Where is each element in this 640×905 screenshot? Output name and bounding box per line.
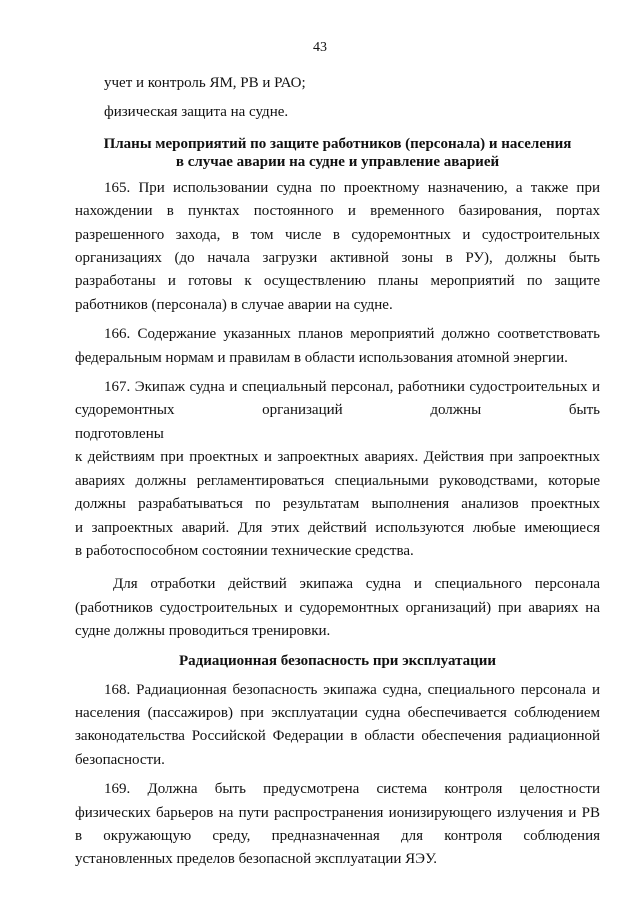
paragraph-165 [75, 177, 600, 317]
text-line: 168. Радиационная безопасность экипажа судна, специального персонала и [104, 681, 600, 698]
paragraph-169 [75, 778, 600, 872]
paragraph-168 [75, 679, 600, 773]
heading-line: в случае аварии на судне и управление аварией [175, 153, 500, 170]
text-line: в работоспособном состоянии технические средства. [75, 542, 414, 559]
text-line: населения (пассажиров) при эксплуатации судна обеспечивается соблюдением [75, 704, 600, 721]
section-heading: Радиационная безопасность при эксплуатации [178, 652, 497, 669]
text-line: 169. Должна быть предусмотрена система контроля целостности [104, 781, 600, 798]
text-line: установленных пределов безопасной эксплуатации ЯЭУ. [75, 851, 437, 868]
text-line: работников (персонала) в случае аварии на судне. [75, 296, 393, 313]
text-line: 165. При использовании судна по проектному назначению, а также при [104, 179, 600, 196]
text-line: законодательства Российской Федерации в области обеспечения радиационной [75, 728, 600, 745]
section-heading [75, 135, 600, 171]
text-line: и запроектных аварий. Для этих действий используются любые имеющиеся [75, 519, 600, 536]
text-line: безопасности. [75, 751, 165, 768]
text-line: разработаны и готовы к осуществлению планы мероприятий по защите [75, 273, 600, 290]
text-line: (работников судостроительных и судоремонтных организаций) при авариях на [75, 599, 600, 616]
paragraph-166 [75, 323, 600, 370]
text-line: к действиям при проектных и запроектных авариях. Действия при запроектных [75, 449, 600, 466]
text-line: Для отработки действий экипажа судна и специального персонала [113, 576, 600, 593]
text-line: 167. Экипаж судна и специальный персонал, работники судостроительных и [104, 379, 600, 396]
text-line: судоремонтных организаций должны быть подготовлены [75, 402, 600, 442]
text-line: нахождении в пунктах постоянного и временного базирования, портах [75, 203, 600, 220]
text-line: физических барьеров на пути распространения ионизирующего излучения и РВ [75, 804, 600, 821]
text-line: федеральным нормам и правилам в области использования атомной энергии. [75, 349, 568, 366]
paragraph-167-training [75, 573, 600, 643]
paragraph-167 [75, 376, 600, 563]
text-line: 166. Содержание указанных планов мероприятий должно соответствовать [104, 326, 600, 343]
text-line: организациях (до начала загрузки активной зоны в РУ), должны быть [75, 250, 600, 267]
text-line: разрешенного захода, в том числе в судоремонтных и судостроительных [75, 226, 600, 243]
text-line: в окружающую среду, предназначенная для контроля соблюдения [75, 827, 600, 844]
heading-line: Планы мероприятий по защите работников (персонала) и населения [103, 135, 572, 152]
page-number: 43 [313, 40, 327, 55]
list-item: физическая защита на судне. [104, 104, 289, 121]
text-line: авариях должны регламентироваться специальными руководствами, которые [75, 472, 600, 489]
text-line: судне должны проводиться тренировки. [75, 623, 331, 640]
document-body [75, 72, 600, 872]
text-line: должны разрабатываться по результатам выполнения анализов проектных [75, 496, 600, 513]
list-item: учет и контроль ЯМ, РВ и РАО; [104, 75, 306, 91]
